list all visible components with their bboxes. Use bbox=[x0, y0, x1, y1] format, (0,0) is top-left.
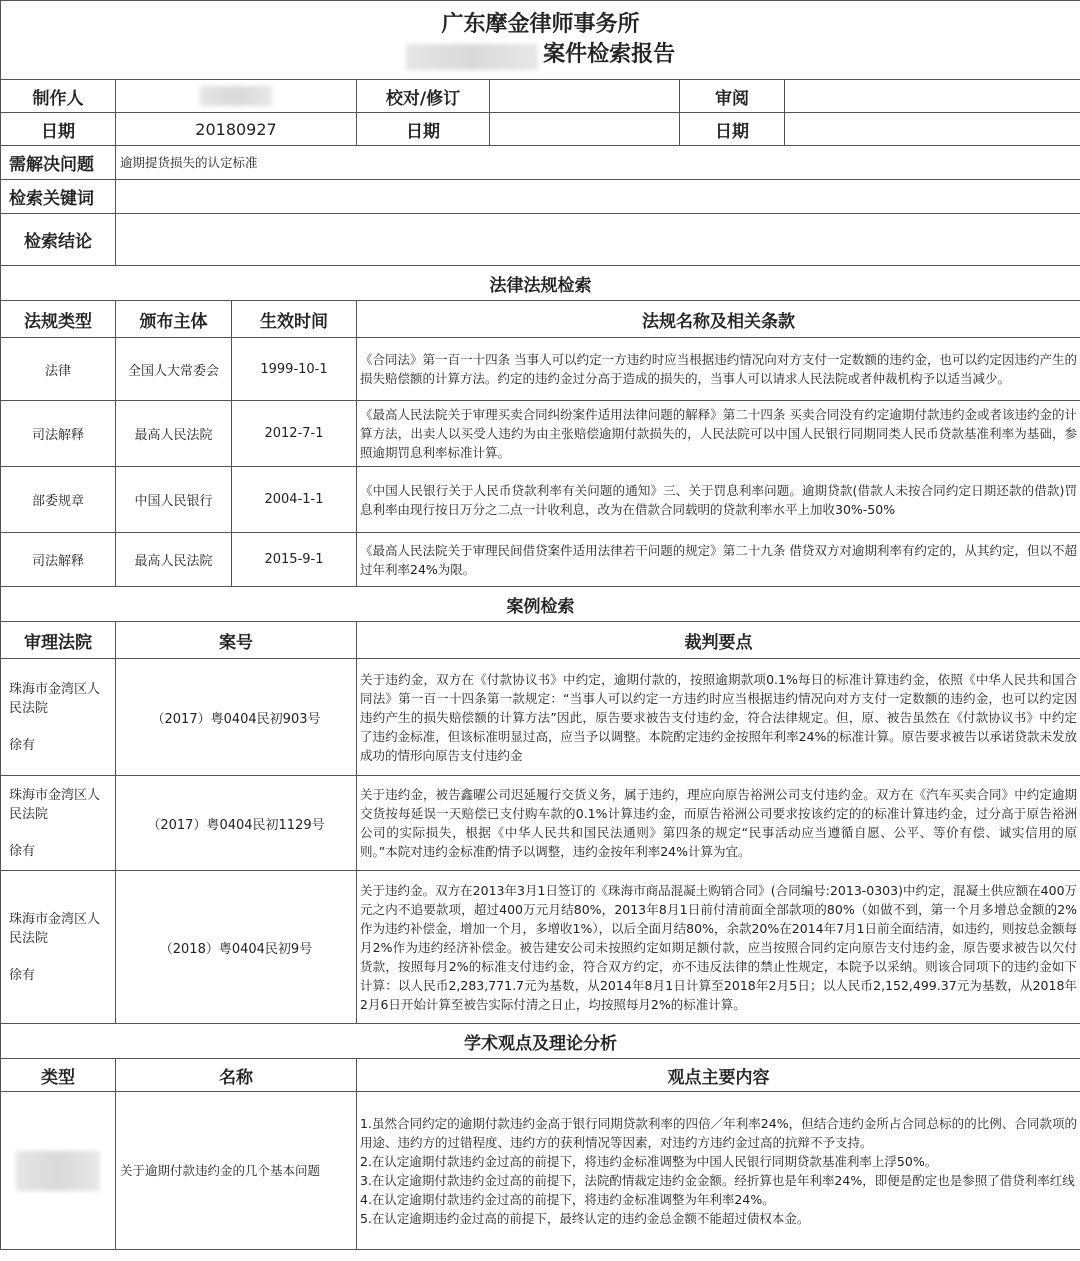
academic-header-row bbox=[1, 1059, 1080, 1092]
academic-point: 4.在认定逾期付款违约金过高的前提下，将违约金标准调整为年利率24%。 bbox=[360, 1191, 775, 1207]
date-label-2: 日期 bbox=[357, 113, 490, 146]
laws-col-date: 生效时间 bbox=[232, 301, 357, 338]
table-row bbox=[1, 1092, 1080, 1250]
academic-col-type: 类型 bbox=[1, 1059, 116, 1092]
law-issuer: 全国人大常委会 bbox=[116, 338, 232, 401]
approver-value bbox=[785, 80, 1080, 113]
report-header bbox=[1, 1, 1080, 80]
keyword-label: 检索关键词 bbox=[1, 180, 116, 214]
laws-col-issuer: 颁布主体 bbox=[116, 301, 232, 338]
law-date: 1999-10-1 bbox=[232, 338, 357, 401]
case-judge: 徐有 bbox=[9, 967, 36, 983]
academic-name: 关于逾期付款违约金的几个基本问题 bbox=[116, 1092, 357, 1250]
case-court: 珠海市金湾区人民法院 bbox=[9, 681, 101, 716]
academic-col-name: 名称 bbox=[116, 1059, 357, 1092]
law-date: 2012-7-1 bbox=[232, 401, 357, 467]
table-row bbox=[1, 776, 1080, 871]
academic-section-row bbox=[1, 1024, 1080, 1059]
conclusion-value bbox=[116, 214, 1080, 266]
law-issuer: 中国人民银行 bbox=[116, 467, 232, 533]
cases-col-content: 裁判要点 bbox=[357, 622, 1080, 659]
date-label-1: 日期 bbox=[1, 113, 116, 146]
laws-col-content: 法规名称及相关条款 bbox=[357, 301, 1080, 338]
table-row bbox=[1, 871, 1080, 1024]
academic-point: 2.在认定逾期付款违约金过高的前提下，将违约金标准调整为中国人民银行同期贷款基准利率上浮50%。 bbox=[360, 1153, 938, 1169]
cases-section-title: 案例检索 bbox=[1, 587, 1080, 622]
laws-col-type: 法规类型 bbox=[1, 301, 116, 338]
law-type: 司法解释 bbox=[1, 533, 116, 587]
conclusion-row bbox=[1, 214, 1080, 266]
case-number: （2017）粤0404民初1129号 bbox=[116, 776, 357, 871]
date-label-3: 日期 bbox=[680, 113, 785, 146]
table-row bbox=[1, 533, 1080, 587]
law-content: 《中国人民银行关于人民币贷款利率有关问题的通知》三、关于罚息利率问题。逾期贷款(借款人未按合同约定日期还款的借款)罚息利率由现行按日万分之二点一计收利息，改为在借款合同载明的贷款利率水平上加收30%-50% bbox=[357, 467, 1080, 533]
cases-section-row bbox=[1, 587, 1080, 622]
table-row bbox=[1, 401, 1080, 467]
producer-label: 制作人 bbox=[1, 80, 116, 113]
law-type: 法律 bbox=[1, 338, 116, 401]
law-issuer: 最高人民法院 bbox=[116, 401, 232, 467]
law-content: 《最高人民法院关于审理民间借贷案件适用法律若干问题的规定》第二十九条 借贷双方对逾期利率有约定的，从其约定，但以不超过年利率24%为限。 bbox=[357, 533, 1080, 587]
approver-label: 审阅 bbox=[680, 80, 785, 113]
case-content: 关于违约金，双方在《付款协议书》中约定，逾期付款的，按照逾期款项0.1%每日的标准计算违约金，依照《中华人民共和国合同法》第一百一十四条第一款规定：“当事人可以约定一方违约时应当根据违约情况向对方支付一定数额的违约金，也可以约定因违约产生的损失赔偿额的计算方法”因此，原告要求被告支付违约金，符合法律规定。但，原、被告虽然在《付款协议书》中约定了违约金标准，但该标准明显过高，应当予以调整。本院酌定违约金按照年利率24%的标准计算。原告要求被告以承诺贷款未发放成功的情形向原告支付违约金 bbox=[357, 659, 1080, 776]
law-date: 2015-9-1 bbox=[232, 533, 357, 587]
redacted-producer bbox=[200, 86, 272, 106]
table-row bbox=[1, 467, 1080, 533]
redacted-case-name bbox=[406, 44, 538, 70]
report-title: 案件检索报告 bbox=[543, 42, 676, 67]
academic-point: 5.在认定逾期违约金过高的前提下，最终认定的违约金总金额不能超过债权本金。 bbox=[360, 1210, 810, 1226]
law-content: 《合同法》第一百一十四条 当事人可以约定一方违约时应当根据违约情况向对方支付一定数额的违约金，也可以约定因违约产生的损失赔偿额的计算方法。约定的违约金过分高于造成的损失的，当事人可以请求人民法院或者仲裁机构予以适当减少。 bbox=[357, 338, 1080, 401]
date-row bbox=[1, 113, 1080, 146]
cases-header-row bbox=[1, 622, 1080, 659]
date-value-2 bbox=[490, 113, 680, 146]
date-value: 20180927 bbox=[116, 113, 357, 146]
table-row bbox=[1, 338, 1080, 401]
academic-section-title: 学术观点及理论分析 bbox=[1, 1024, 1080, 1059]
case-court-cell bbox=[1, 871, 116, 1024]
issue-label: 需解决问题 bbox=[1, 146, 116, 180]
laws-section-row bbox=[1, 266, 1080, 301]
case-content: 关于违约金，被告鑫曜公司迟延履行交货义务，属于违约，理应向原告裕洲公司支付违约金。双方在《汽车买卖合同》中约定逾期交货按每延误一天赔偿已支付购车款的0.1%计算违约金，而原告裕洲公司要求按该约定的的标准计算违约金，过分高于原告裕洲公司的实际损失，根据《中华人民共和国民法通则》第四条的规定“民事活动应当遵循自愿、公平、等价有偿、诚实信用的原则。”本院对违约金标准酌情予以调整，违约金按年利率24%计算为宜。 bbox=[357, 776, 1080, 871]
case-judge: 徐有 bbox=[9, 737, 36, 753]
reviewer-value bbox=[490, 80, 680, 113]
case-court: 珠海市金湾区人民法院 bbox=[9, 787, 101, 822]
laws-header-row bbox=[1, 301, 1080, 338]
date-value-3 bbox=[785, 113, 1080, 146]
academic-col-content: 观点主要内容 bbox=[357, 1059, 1080, 1092]
law-issuer: 最高人民法院 bbox=[116, 533, 232, 587]
law-date: 2004-1-1 bbox=[232, 467, 357, 533]
cases-col-number: 案号 bbox=[116, 622, 357, 659]
table-row bbox=[1, 659, 1080, 776]
law-type: 部委规章 bbox=[1, 467, 116, 533]
issue-value: 逾期提货损失的认定标准 bbox=[116, 146, 1080, 180]
firm-name: 广东摩金律师事务所 bbox=[441, 12, 640, 37]
cases-col-court: 审理法院 bbox=[1, 622, 116, 659]
case-number: （2018）粤0404民初9号 bbox=[116, 871, 357, 1024]
producer-row bbox=[1, 80, 1080, 113]
academic-point: 3.在认定逾期付款违约金过高的前提下，法院酌情裁定违约金金额。经折算也是年利率24%，即便是酌定也是参照了借贷利率红线 bbox=[360, 1172, 1075, 1188]
keyword-value bbox=[116, 180, 1080, 214]
keyword-row bbox=[1, 180, 1080, 214]
redacted-author bbox=[16, 1151, 100, 1191]
academic-points bbox=[357, 1092, 1080, 1250]
case-court-cell bbox=[1, 776, 116, 871]
reviewer-label: 校对/修订 bbox=[357, 80, 490, 113]
case-judge: 徐有 bbox=[9, 843, 36, 859]
academic-point: 1.虽然合同约定的逾期付款违约金高于银行同期贷款利率的四倍／年利率24%，但结合违约金所占合同总标的的比例、合同款项的用途、违约方的过错程度、违约方的获利情况等因素，对违约方违约金过高的抗辩不予支持。 bbox=[360, 1115, 1078, 1150]
case-court-cell bbox=[1, 659, 116, 776]
case-number: （2017）粤0404民初903号 bbox=[116, 659, 357, 776]
case-court: 珠海市金湾区人民法院 bbox=[9, 911, 101, 946]
laws-section-title: 法律法规检索 bbox=[1, 266, 1080, 301]
case-content: 关于违约金。双方在2013年3月1日签订的《珠海市商品混凝土购销合同》(合同编号:2013-0303)中约定，混凝土供应额在400万元之内不追要款项，超过400万元月结80%，2013年8月1日前付清前面全部款项的80%（如做不到，第一个月多增总金额的2%作为违约补偿金，增加一个月，多增收1%），以后全面月结80%，余款20%在2014年7月1日前全面结清，如违约，则按总金额每月2%作为违约经济补偿金。被告建安公司未按照约定如期足额付款，应当按照合同约定向原告支付违约金，原告要求被告以欠付货款，按照每月2%的标准支付违约金，符合双方约定，亦不违反法律的禁止性规定，本院予以采纳。则该合同项下的违约金如下计算：以人民币2,283,771.7元为基数，从2014年8月1日计算至2018年2月5日；以人民币2,152,499.37元为基数，从2018年2月6日开始计算至被告实际付清之日止，均按照每月2%的标准计算。 bbox=[357, 871, 1080, 1024]
conclusion-label: 检索结论 bbox=[1, 214, 116, 266]
law-type: 司法解释 bbox=[1, 401, 116, 467]
issue-row bbox=[1, 146, 1080, 180]
law-content: 《最高人民法院关于审理买卖合同纠纷案件适用法律问题的解释》第二十四条 买卖合同没有约定逾期付款违约金或者该违约金的计算方法，出卖人以买受人违约为由主张赔偿逾期付款损失的，人民法院可以中国人民银行同期同类人民币贷款基准利率为基础，参照逾期罚息利率标准计算。 bbox=[357, 401, 1080, 467]
